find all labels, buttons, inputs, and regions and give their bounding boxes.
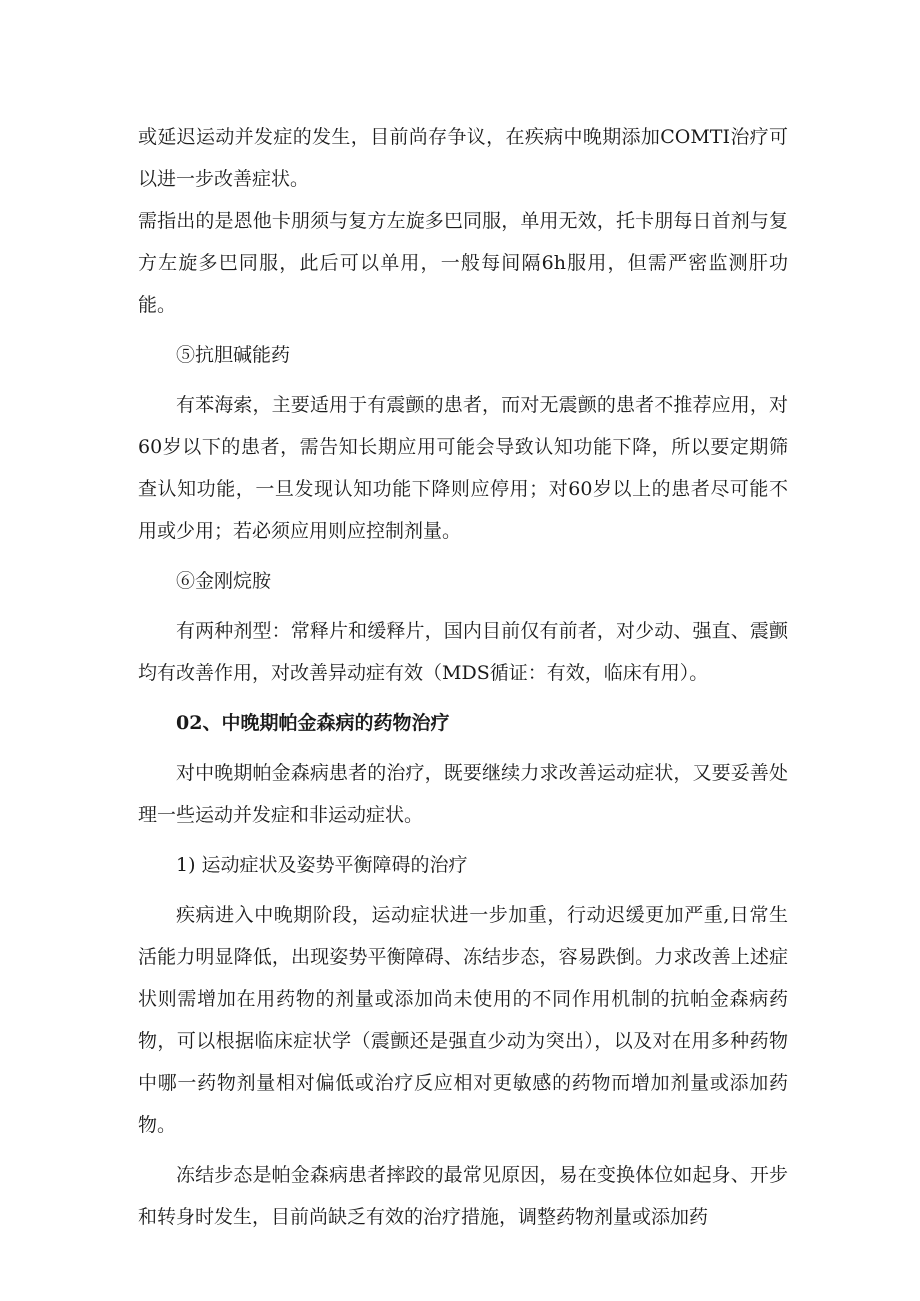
paragraph-trihexyphenidyl: 有苯海索，主要适用于有震颤的患者，而对无震颤的患者不推荐应用，对60岁以下的患者，需告知长期应用可能会导致认知功能下降，所以要定期筛查认知功能，一旦发现认知功能下降则应停用；对60岁以上的患者尽可能不用或少用；若必须应用则应控制剂量。: [138, 394, 788, 542]
heading-anticholinergics: ⑤抗胆碱能药: [176, 344, 291, 366]
paragraph-motor-symptoms: 疾病进入中晚期阶段，运动症状进一步加重，行动迟缓更加严重,日常生活能力明显降低，出现姿势平衡障碍、冻结步态，容易跌倒。力求改善上述症状则需增加在用药物的剂量或添加尚未使用的不同作用机制的抗帕金森病药物，可以根据临床症状学（震颤还是强直少动为突出），以及对在用多种药物中哪一药物剂量相对偏低或治疗反应相对更敏感的药物而增加剂量或添加药物。: [138, 904, 788, 1136]
subheading-motor-symptoms: 1) 运动症状及姿势平衡障碍的治疗: [176, 854, 468, 876]
paragraph-entacapone-note: 需指出的是恩他卡朋须与复方左旋多巴同服，单用无效，托卡朋每日首剂与复方左旋多巴同服，此后可以单用，一般每间隔6h服用，但需严密监测肝功能。: [138, 210, 788, 316]
paragraph-comti-continuation: 或延迟运动并发症的发生，目前尚存争议，在疾病中晚期添加COMTI治疗可以进一步改善症状。: [138, 126, 788, 190]
heading-amantadine: ⑥金刚烷胺: [176, 570, 272, 592]
document-body: [138, 116, 788, 1238]
paragraph-amantadine: 有两种剂型：常释片和缓释片，国内目前仅有前者，对少动、强直、震颤均有改善作用，对改善异动症有效（MDS循证：有效，临床有用）。: [138, 620, 788, 684]
paragraph-freezing-gait: 冻结步态是帕金森病患者摔跤的最常见原因，易在变换体位如起身、开步和转身时发生，目前尚缺乏有效的治疗措施，调整药物剂量或添加药: [138, 1164, 788, 1228]
paragraph-late-stage-intro: 对中晚期帕金森病患者的治疗，既要继续力求改善运动症状，又要妥善处理一些运动并发症和非运动症状。: [138, 762, 788, 826]
section-heading-late-stage: 02、中晚期帕金森病的药物治疗: [176, 712, 450, 734]
